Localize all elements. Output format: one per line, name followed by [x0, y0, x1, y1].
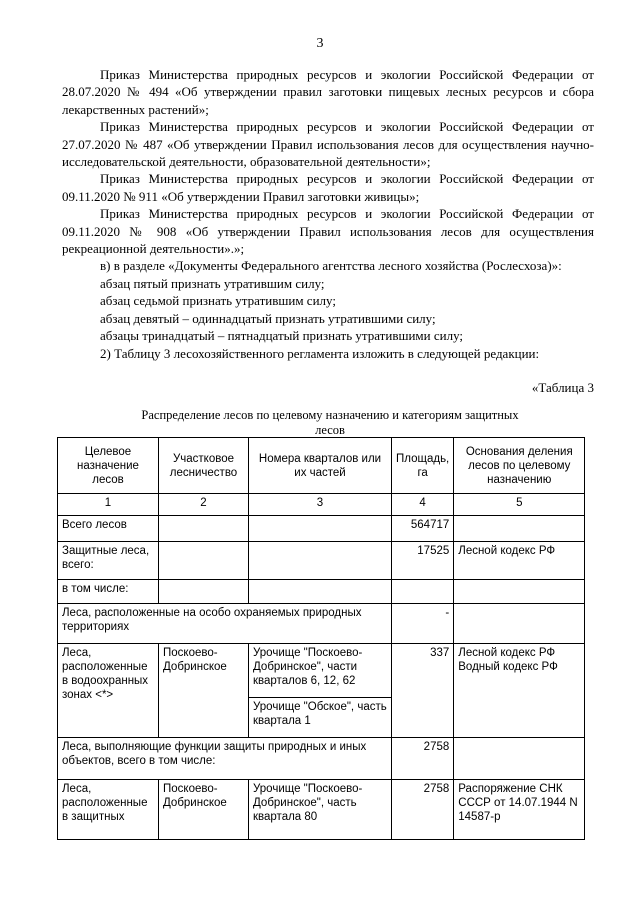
document-body: [62, 66, 594, 362]
water-zone-basis: Лесной кодекс РФ Водный кодекс РФ: [454, 644, 585, 738]
forest-distribution-table: [57, 437, 585, 840]
table-row: [58, 738, 585, 780]
protective-belt-forestry: Поскоево-Добринское: [159, 780, 249, 840]
page-number: 3: [316, 36, 324, 51]
protective-belt-quarters: Урочище "Поскоево-Добринское", часть квартала 80: [249, 780, 392, 840]
water-zone-forestry: Поскоево-Добринское: [159, 644, 249, 738]
protective-belt-basis: Распоряжение СНК СССР от 14.07.1944 N 14587-р: [454, 780, 585, 840]
table-row: [58, 644, 585, 698]
water-zone-quarters-1: Урочище "Поскоево-Добринское", части кварталов 6, 12, 62: [249, 644, 392, 698]
order-494-paragraph: Приказ Министерства природных ресурсов и экологии Российской Федерации от 28.07.2020 № 494 «Об утверждении правил заготовки пищевых лесных ресурсов и сбора лекарственных растений»;: [62, 67, 594, 117]
item-paragraph-5: абзац пятый признать утратившим силу;: [100, 275, 325, 291]
table-row: [58, 780, 585, 840]
col-number: 4: [392, 494, 454, 516]
order-487-paragraph: Приказ Министерства природных ресурсов и экологии Российской Федерации от 27.07.2020 № 487 «Об утверждении Правил использования лесов для осуществления научно-исследовательской деятельности, образовательной деятельности»;: [62, 119, 594, 170]
table-row: [58, 604, 585, 644]
table-header-row: [58, 438, 585, 494]
col-number: 2: [159, 494, 249, 516]
item-paragraph-7: абзац седьмой признать утратившим силу;: [100, 293, 336, 309]
item-paragraph-9-11: абзац девятый – одиннадцатый признать утратившими силу;: [100, 310, 436, 326]
order-908-paragraph: Приказ Министерства природных ресурсов и экологии Российской Федерации от 09.11.2020 № 908 «Об утверждении Правил использования лесов для осуществления рекреационной деятельности».»;: [62, 206, 594, 257]
col-number: 1: [58, 494, 159, 516]
column-number-row: [58, 494, 585, 516]
table-caption: Распределение лесов по целевому назначению и категориям защитных лесов: [141, 408, 519, 437]
table-row: [58, 580, 585, 604]
header-basis: Основания деления лесов по целевому назначению: [454, 438, 585, 494]
table-row: [58, 542, 585, 580]
table-label: «Таблица 3: [531, 380, 594, 395]
total-forests-area: 564717: [392, 516, 454, 542]
protective-forests-area: 17525: [392, 542, 454, 580]
protective-function-forests-area: 2758: [392, 738, 454, 780]
header-area: Площадь, га: [392, 438, 454, 494]
oopt-forests-label: Леса, расположенные на особо охраняемых природных территориях: [58, 604, 392, 644]
item-paragraph-13-15: абзацы тринадцатый – пятнадцатый признать утратившими силу;: [100, 328, 464, 344]
col-number: 5: [454, 494, 585, 516]
water-zone-area: 337: [392, 644, 454, 738]
protective-forests-label: Защитные леса, всего:: [58, 542, 159, 580]
section-v-paragraph: в) в разделе «Документы Федерального агентства лесного хозяйства (Рослесхоза)»:: [100, 258, 562, 274]
table-3-instruction: 2) Таблицу 3 лесохозяйственного регламента изложить в следующей редакции:: [100, 345, 540, 361]
including-label: в том числе:: [58, 580, 159, 604]
oopt-forests-area: -: [392, 604, 454, 644]
total-forests-label: Всего лесов: [58, 516, 159, 542]
header-purpose: Целевое назначение лесов: [58, 438, 159, 494]
header-forestry: Участковое лесничество: [159, 438, 249, 494]
order-911-paragraph: Приказ Министерства природных ресурсов и экологии Российской Федерации от 09.11.2020 № 911 «Об утверждении Правил заготовки живицы»;: [62, 171, 594, 204]
water-zone-forests-label: Леса, расположенные в водоохранных зонах <*>: [58, 644, 159, 738]
col-number: 3: [249, 494, 392, 516]
water-zone-quarters-2: Урочище "Обское", часть квартала 1: [249, 698, 392, 738]
protective-forests-basis: Лесной кодекс РФ: [454, 542, 585, 580]
header-quarters: Номера кварталов или их частей: [249, 438, 392, 494]
table-row: [58, 516, 585, 542]
protective-function-forests-label: Леса, выполняющие функции защиты природных и иных объектов, всего в том числе:: [58, 738, 392, 780]
protective-belt-forests-label: Леса, расположенные в защитных: [58, 780, 159, 840]
protective-belt-area: 2758: [392, 780, 454, 840]
